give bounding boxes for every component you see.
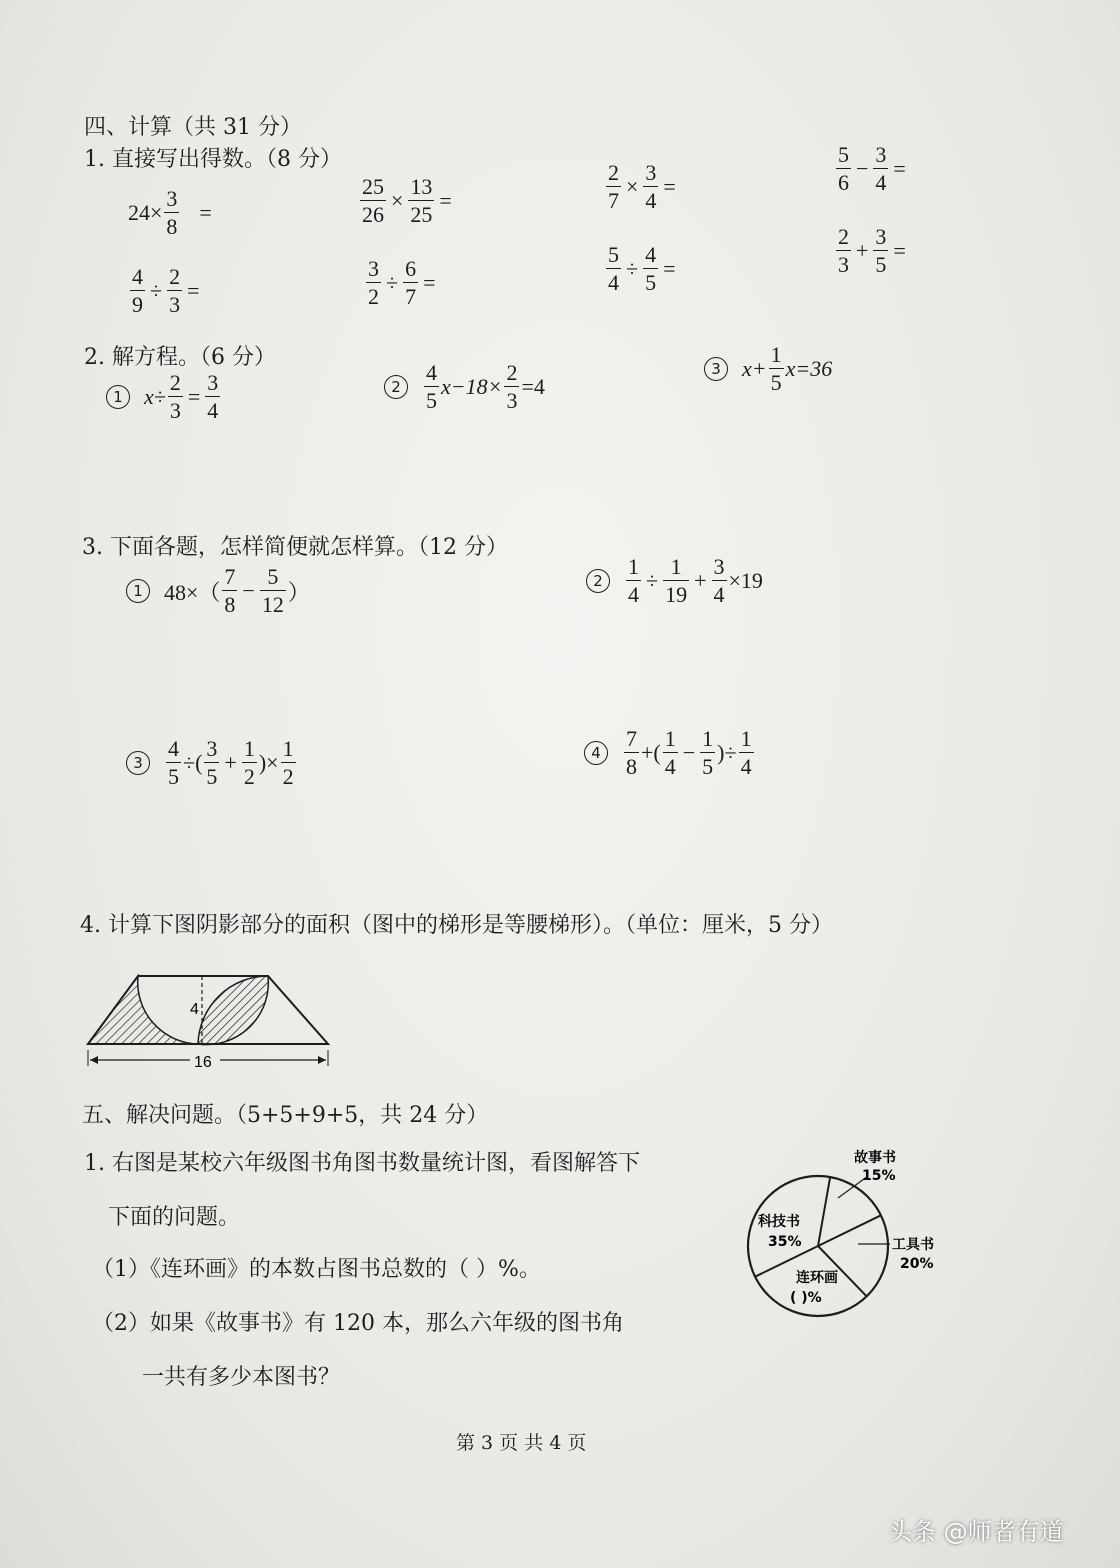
equation-2: 2 $\frac{4}{5}$ x−18× $\frac{2}{3}$ =4 — [384, 362, 545, 412]
pie-divider — [818, 1177, 830, 1246]
q1-item-4: $\frac{5}{6}$ − $\frac{3}{4}$ = — [838, 142, 906, 195]
base-label: 16 — [194, 1054, 212, 1071]
pct-story: 15% — [862, 1168, 896, 1184]
label-comic: 连环画 — [796, 1270, 838, 1286]
q4-title: 4. 计算下图阴影部分的面积（图中的梯形是等腰梯形）。（单位：厘米，5 分） — [80, 913, 833, 938]
q1-item-6: $\frac{3}{2}$ ÷ $\frac{6}{7}$ = — [368, 256, 436, 309]
q2-title: 2. 解方程。（6 分） — [84, 345, 276, 370]
s5-q1-line2: 下面的问题。 — [108, 1205, 241, 1230]
number-circle: 1 — [106, 385, 130, 409]
height-label: 4 — [190, 1001, 199, 1018]
number-circle: 3 — [126, 751, 150, 775]
problem-2: 2 $\frac{1}{4}$ ÷ $\frac{1}{19}$ + $\frac{3}{4}$ ×19 — [586, 556, 763, 606]
section4-title: 四、计算（共 31 分） — [84, 115, 302, 140]
problem-1: 1 48×（ $\frac{7}{8}$ − $\frac{5}{12}$ ） — [126, 566, 310, 616]
page-footer: 第 3 页 共 4 页 — [456, 1432, 587, 1454]
q1-item-3: $\frac{2}{7}$ × $\frac{3}{4}$ = — [608, 160, 676, 213]
number-circle: 2 — [586, 569, 610, 593]
number-circle: 2 — [384, 375, 408, 399]
s5-q1-line1: 1. 右图是某校六年级图书角图书数量统计图，看图解答下 — [84, 1151, 640, 1176]
label-tool: 工具书 — [892, 1237, 934, 1253]
q1-item-7: $\frac{5}{4}$ ÷ $\frac{4}{5}$ = — [608, 242, 676, 295]
section5-title: 五、解决问题。（5+5+9+5，共 24 分） — [82, 1103, 489, 1128]
label-science: 科技书 — [758, 1214, 800, 1230]
watermark: 头条 @师者有道 — [888, 1518, 1064, 1546]
q1-item-5: $\frac{4}{9}$ ÷ $\frac{2}{3}$ = — [132, 264, 200, 317]
pie-divider — [818, 1215, 881, 1246]
pie-chart — [740, 1140, 960, 1340]
shaded-region-left — [88, 976, 198, 1044]
pct-science: 35% — [768, 1234, 802, 1250]
shaded-region-right — [198, 976, 268, 1045]
q1-item-2: $\frac{25}{26}$ × $\frac{13}{25}$ = — [362, 174, 452, 227]
q1-title: 1. 直接写出得数。（8 分） — [84, 147, 342, 172]
item-prefix: 24× — [128, 200, 163, 225]
number-circle: 4 — [584, 741, 608, 765]
equation-3: 3 x+ $\frac{1}{5}$ x=36 — [704, 344, 832, 394]
fraction: $\frac{3}{8}$ — [166, 186, 178, 239]
trapezoid-figure — [80, 966, 340, 1076]
s5-sub2-line1: （2）如果《故事书》有 120 本，那么六年级的图书角 — [92, 1311, 624, 1336]
q1-item-8: $\frac{2}{3}$ + $\frac{3}{5}$ = — [838, 224, 906, 277]
label-story: 故事书 — [854, 1150, 896, 1166]
s5-sub1: （1）《连环画》的本数占图书总数的（ ）%。 — [92, 1257, 541, 1282]
s5-sub2-line2: 一共有多少本图书？ — [142, 1365, 341, 1390]
equation-1: 1 x÷ $\frac{2}{3}$ = $\frac{3}{4}$ — [106, 372, 222, 422]
q1-item-1: 24× $\frac{3}{8}$ = — [128, 186, 212, 239]
pct-tool: 20% — [900, 1256, 934, 1272]
problem-4: 4 $\frac{7}{8}$ +( $\frac{1}{4}$ − $\frac{1}{5}$ )÷ $\frac{1}{4}$ — [584, 728, 756, 778]
pct-comic: ( )% — [790, 1290, 822, 1306]
q3-title: 3. 下面各题，怎样简便就怎样算。（12 分） — [82, 535, 508, 560]
problem-3: 3 $\frac{4}{5}$ ÷( $\frac{3}{5}$ + $\frac{1}{2}$ )× $\frac{1}{2}$ — [126, 738, 298, 788]
number-circle: 1 — [126, 579, 150, 603]
number-circle: 3 — [704, 357, 728, 381]
